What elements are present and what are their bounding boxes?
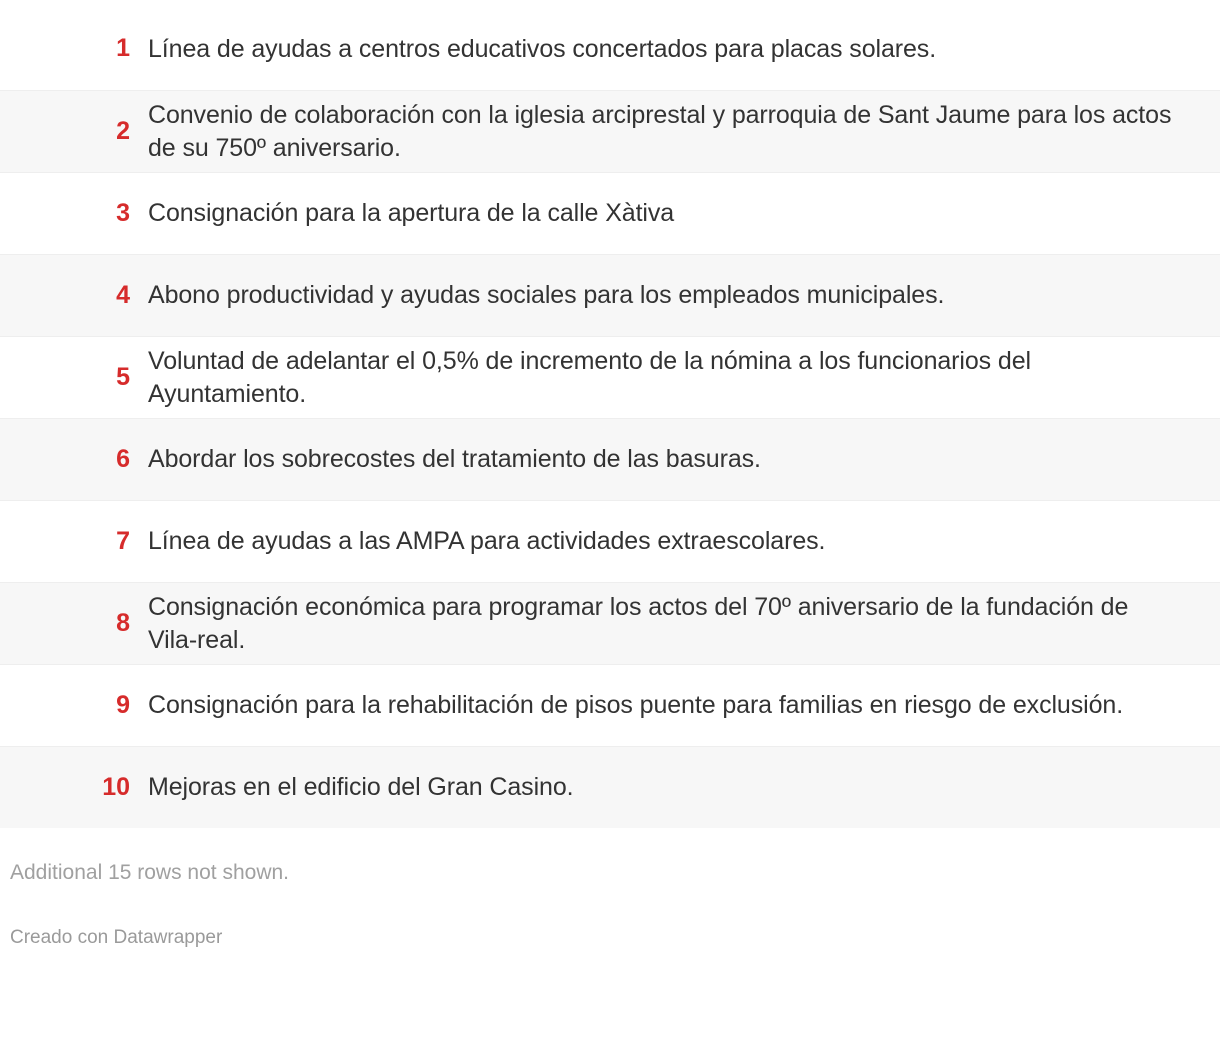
table-row	[0, 582, 1220, 664]
table-row	[0, 746, 1220, 828]
table-row	[0, 8, 1220, 90]
table-row	[0, 172, 1220, 254]
row-number: 7	[116, 526, 130, 555]
row-text: Línea de ayudas a las AMPA para actividades extraescolares.	[148, 527, 826, 555]
table-row	[0, 254, 1220, 336]
row-text: Consignación económica para programar los actos del 70º aniversario de la fundación de Vila-real.	[148, 592, 1129, 654]
row-text: Mejoras en el edificio del Gran Casino.	[148, 773, 574, 801]
row-number: 2	[116, 116, 130, 145]
row-text: Convenio de colaboración con la iglesia arciprestal y parroquia de Sant Jaume para los actos de su 750º aniversario.	[148, 100, 1172, 162]
table-row	[0, 664, 1220, 746]
datawrapper-credit[interactable]: Creado con Datawrapper	[10, 927, 223, 949]
row-number: 9	[116, 690, 130, 719]
table-row	[0, 90, 1220, 172]
row-text: Línea de ayudas a centros educativos concertados para placas solares.	[148, 34, 937, 63]
row-number: 10	[102, 772, 130, 801]
table-row	[0, 336, 1220, 418]
row-text: Consignación para la apertura de la calle Xàtiva	[148, 199, 675, 227]
row-text: Consignación para la rehabilitación de pisos puente para familias en riesgo de exclusión.	[148, 691, 1124, 719]
row-number: 4	[116, 280, 130, 309]
hidden-rows-note: Additional 15 rows not shown.	[10, 861, 289, 884]
row-number: 3	[116, 198, 130, 227]
row-number: 1	[116, 34, 130, 63]
row-text: Abordar los sobrecostes del tratamiento de las basuras.	[148, 445, 761, 473]
table-footer	[0, 828, 1220, 951]
table-row	[0, 500, 1220, 582]
row-number: 8	[116, 608, 130, 637]
row-number: 6	[116, 444, 130, 473]
row-text: Voluntad de adelantar el 0,5% de incremento de la nómina a los funcionarios del Ayuntamiento.	[148, 346, 1031, 408]
table-row	[0, 418, 1220, 500]
row-text: Abono productividad y ayudas sociales para los empleados municipales.	[148, 281, 945, 309]
row-number: 5	[116, 362, 130, 391]
